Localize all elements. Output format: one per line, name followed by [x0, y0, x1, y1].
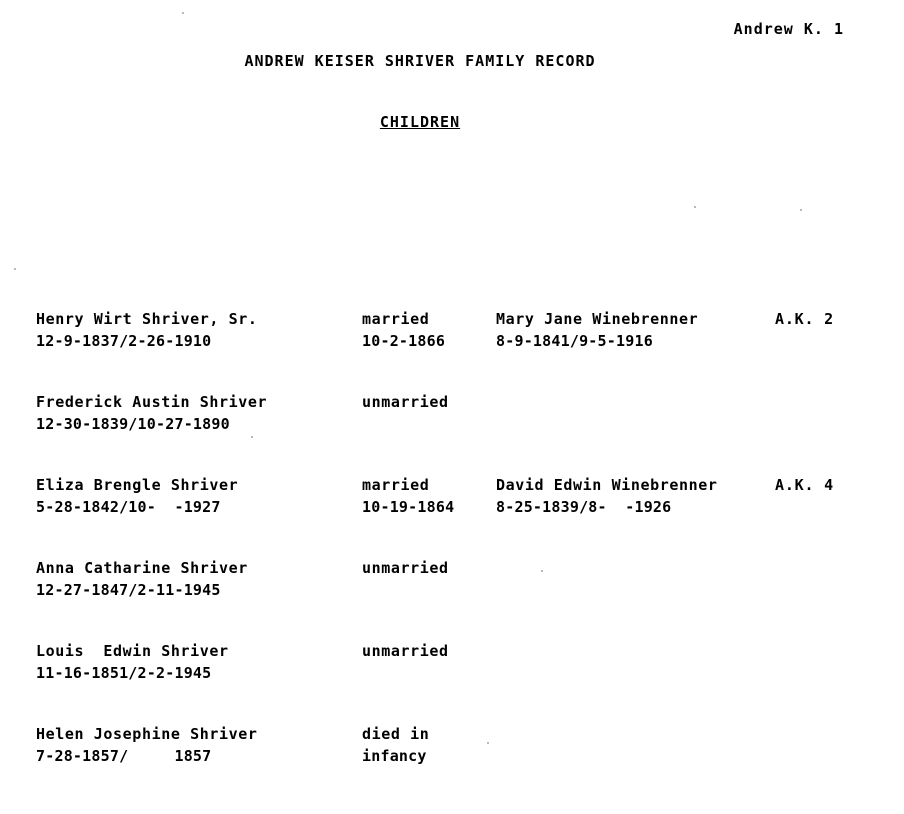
marital-status: unmarried — [362, 393, 449, 411]
child-record — [0, 640, 904, 723]
marital-status: unmarried — [362, 642, 449, 660]
child-name-column — [36, 723, 336, 767]
marriage-date: infancy — [362, 747, 427, 765]
spouse-dates: 8-25-1839/8- -1926 — [496, 498, 672, 516]
child-name: Louis Edwin Shriver — [36, 642, 229, 660]
marital-status: married — [362, 476, 430, 494]
cross-reference: A.K. 2 — [775, 310, 834, 328]
child-dates: 11-16-1851/2-2-1945 — [36, 664, 212, 682]
child-status-column — [362, 557, 492, 579]
spouse-name: Mary Jane Winebrenner — [496, 310, 699, 328]
section-heading: CHILDREN — [379, 113, 461, 131]
child-name: Helen Josephine Shriver — [36, 725, 258, 743]
spouse-column — [496, 474, 766, 518]
child-name-column — [36, 391, 336, 435]
spouse-dates: 8-9-1841/9-5-1916 — [496, 332, 653, 350]
child-record — [0, 557, 904, 640]
child-dates: 12-30-1839/10-27-1890 — [36, 415, 230, 433]
marital-status: married — [362, 310, 430, 328]
child-status-column — [362, 308, 492, 352]
child-name-column — [36, 640, 336, 684]
marital-status: died in — [362, 725, 430, 743]
reference-column — [775, 308, 885, 330]
scan-speck — [182, 12, 184, 14]
child-record — [0, 474, 904, 557]
child-dates: 5-28-1842/10- -1927 — [36, 498, 221, 516]
reference-column — [775, 474, 885, 496]
child-name: Frederick Austin Shriver — [36, 393, 268, 411]
child-record — [0, 308, 904, 391]
child-record — [0, 391, 904, 474]
page-reference: Andrew K. 1 — [733, 20, 844, 38]
spouse-name: David Edwin Winebrenner — [496, 476, 718, 494]
child-name-column — [36, 474, 336, 518]
child-record — [0, 723, 904, 806]
child-status-column — [362, 640, 492, 662]
child-dates: 7-28-1857/ 1857 — [36, 747, 212, 765]
child-name-column — [36, 308, 336, 352]
marriage-date: 10-19-1864 — [362, 498, 455, 516]
child-name: Eliza Brengle Shriver — [36, 476, 239, 494]
scan-speck — [694, 206, 696, 208]
child-dates: 12-9-1837/2-26-1910 — [36, 332, 212, 350]
scan-speck — [14, 268, 16, 270]
spouse-column — [496, 308, 766, 352]
children-list — [0, 308, 904, 806]
child-name: Anna Catharine Shriver — [36, 559, 248, 577]
child-name-column — [36, 557, 336, 601]
marriage-date: 10-2-1866 — [362, 332, 446, 350]
document-title: ANDREW KEISER SHRIVER FAMILY RECORD — [244, 52, 596, 70]
cross-reference: A.K. 4 — [775, 476, 834, 494]
child-dates: 12-27-1847/2-11-1945 — [36, 581, 221, 599]
marital-status: unmarried — [362, 559, 449, 577]
child-status-column — [362, 391, 492, 413]
child-status-column — [362, 474, 492, 518]
child-status-column — [362, 723, 492, 767]
scan-speck — [800, 209, 802, 211]
child-name: Henry Wirt Shriver, Sr. — [36, 310, 258, 328]
